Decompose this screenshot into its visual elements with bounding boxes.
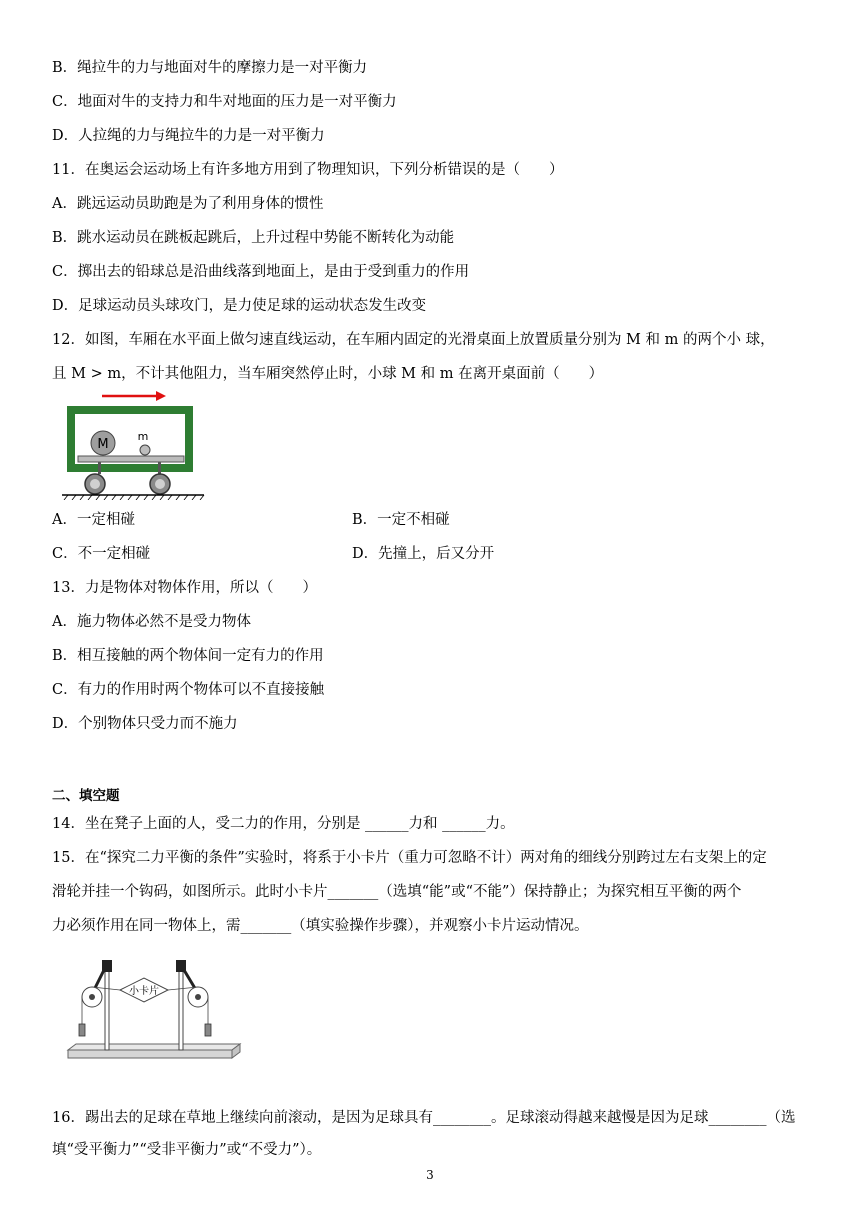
q11-option-b: B．跳水运动员在跳板起跳后，上升过程中势能不断转化为动能 [52,230,455,246]
q15-card-label: 小卡片 [129,986,159,997]
q15-figure-apparatus [62,952,244,1062]
q12-label-m: m [137,430,149,443]
q15-line1: 15．在“探究二力平衡的条件”实验时，将系于小卡片（重力可忽略不计）两对角的细线分别跨过左右支架上的定 [52,850,767,866]
q15-line3: 力必须作用在同一物体上，需_______（填实验操作步骤），并观察小卡片运动情况。 [52,918,589,934]
q12-stem-line2: 且 M > m，不计其他阻力，当车厢突然停止时，小球 M 和 m 在离开桌面前（ ） [52,366,604,382]
q13-option-d: D．个别物体只受力而不施力 [52,716,238,732]
q13-option-a: A．施力物体必然不是受力物体 [52,614,251,630]
q12-option-d: D．先撞上，后又分开 [352,546,495,562]
q16-line2: 填“受平衡力”“受非平衡力”或“不受力”）。 [52,1142,322,1158]
q12-option-c: C．不一定相碰 [52,546,151,562]
q10-option-c: C．地面对牛的支持力和牛对地面的压力是一对平衡力 [52,94,397,110]
section-title-fill-in: 二、填空题 [52,788,120,804]
q15-line2: 滑轮并挂一个钩码，如图所示。此时小卡片_______（选填“能”或“不能”）保持静止；为探究相互平衡的两个 [52,884,742,900]
q11-option-a: A．跳远运动员助跑是为了利用身体的惯性 [52,196,324,212]
q12-option-b: B．一定不相碰 [352,512,450,528]
q11-option-d: D．足球运动员头球攻门，是力使足球的运动状态发生改变 [52,298,427,314]
q12-option-a: A．一定相碰 [52,512,135,528]
q10-option-d: D．人拉绳的力与绳拉牛的力是一对平衡力 [52,128,325,144]
q14-text: 14．坐在凳子上面的人，受二力的作用，分别是 ______力和 ______力。 [52,816,515,832]
q10-option-b: B．绳拉牛的力与地面对牛的摩擦力是一对平衡力 [52,60,368,76]
q16-line1: 16．踢出去的足球在草地上继续向前滚动，是因为足球具有________。足球滚动得越来越慢是因为足球________（选 [52,1110,796,1126]
q12-figure-carriage [58,388,208,500]
page-number: 3 [426,1168,434,1182]
q11-option-c: C．掷出去的铅球总是沿曲线落到地面上，是由于受到重力的作用 [52,264,470,280]
q12-label-M: M [97,437,109,452]
q13-option-c: C．有力的作用时两个物体可以不直接接触 [52,682,325,698]
q13-stem: 13．力是物体对物体作用，所以（ ） [52,580,317,596]
q13-option-b: B．相互接触的两个物体间一定有力的作用 [52,648,324,664]
q11-stem: 11．在奥运会运动场上有许多地方用到了物理知识，下列分析错误的是（ ） [52,162,564,178]
q12-stem-line1: 12．如图，车厢在水平面上做匀速直线运动，在车厢内固定的光滑桌面上放置质量分别为 M 和 m 的两个小 球， [52,332,775,348]
